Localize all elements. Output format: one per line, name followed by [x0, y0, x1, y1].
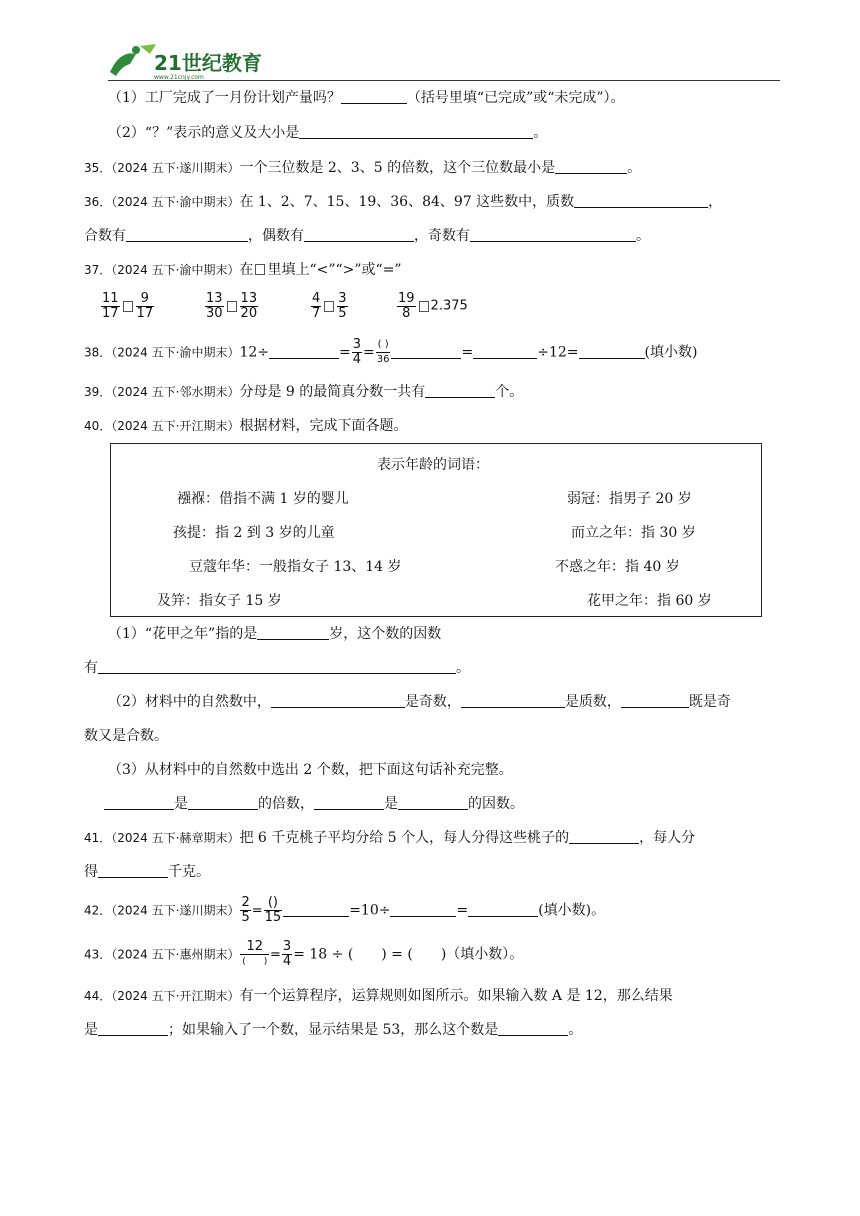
question-41-line2: 得 千克。: [84, 864, 210, 880]
answer-blank[interactable]: [574, 193, 708, 208]
answer-blank[interactable]: [104, 795, 174, 810]
compare-item: $\frac{11}{17}$ $\frac{9}{17}$: [102, 291, 154, 321]
material-term: 而立之年：指 30 岁: [571, 525, 696, 541]
question-40: 40．（2024 五下·开江期末）根据材料，完成下面各题。: [84, 418, 408, 434]
answer-blank[interactable]: [304, 227, 414, 242]
material-term: 襁褓：借指不满 1 岁的婴儿: [177, 491, 349, 507]
material-term: 及笄：指女子 15 岁: [157, 593, 282, 609]
material-term: 豆蔻年华：一般指女子 13、14 岁: [189, 559, 402, 575]
answer-blank[interactable]: [257, 625, 329, 640]
answer-blank[interactable]: [188, 795, 258, 810]
q34-part1: （1）工厂完成了一月份计划产量吗？ （括号里填“已完成”或“未完成”）。: [108, 90, 625, 106]
answer-blank[interactable]: [425, 383, 495, 398]
question-44-line2: 是 ；如果输入了一个数，显示结果是 53，那么这个数是 。: [84, 1022, 583, 1038]
material-box: [110, 443, 762, 617]
question-43: 43．（2024 五下·惠州期末） $\frac{12}{( )}$ = $\frac{3}{4}$ = 18 ÷ ( ) = ( )（填小数）。: [84, 939, 524, 969]
material-term: 孩提：指 2 到 3 岁的儿童: [173, 525, 335, 541]
compare-box-icon[interactable]: [419, 301, 429, 312]
logo-text: 21世纪教育: [154, 51, 262, 75]
question-36-line2: 合数有 ，偶数有 ，奇数有 。: [84, 228, 650, 244]
answer-blank[interactable]: [126, 227, 248, 242]
q40-part1-line2: 有 。: [84, 660, 470, 676]
answer-blank[interactable]: [579, 344, 645, 359]
compare-item: $\frac{19}{8}$ 2.375: [398, 291, 468, 321]
answer-blank[interactable]: [98, 863, 168, 878]
q40-part3: （3）从材料中的自然数中选出 2 个数，把下面这句话补充完整。: [108, 762, 513, 778]
answer-blank[interactable]: [555, 159, 627, 174]
answer-blank[interactable]: [314, 795, 384, 810]
question-38: 38．（2024 五下·渝中期末）12÷ = $\frac{3}{4}$ = $\frac{( )}{36}$ = ÷12= (填小数): [84, 337, 698, 367]
compare-box-icon: [255, 264, 265, 275]
question-44: 44．（2024 五下·开江期末）有一个运算程序，运算规则如图所示。如果输入数 A 是 12，那么结果: [84, 988, 673, 1004]
question-35: 35．（2024 五下·遂川期末）一个三位数是 2、3、5 的倍数，这个三位数最小是 。: [84, 160, 642, 176]
compare-box-icon[interactable]: [227, 301, 237, 312]
answer-blank[interactable]: [498, 1021, 568, 1036]
answer-blank[interactable]: [391, 344, 461, 359]
question-36: 36．（2024 五下·渝中期末）在 1、2、7、15、19、36、84、97 这些数中，质数 ，: [84, 194, 723, 210]
compare-item: $\frac{4}{7}$ $\frac{3}{5}$: [312, 291, 347, 321]
answer-blank[interactable]: [470, 227, 636, 242]
answer-blank[interactable]: [398, 795, 468, 810]
answer-blank[interactable]: [390, 902, 456, 917]
compare-box-icon[interactable]: [123, 301, 133, 312]
material-title: 表示年龄的词语：: [377, 457, 489, 473]
compare-box-icon[interactable]: [324, 301, 334, 312]
site-logo: [106, 42, 276, 82]
material-term: 不惑之年：指 40 岁: [555, 559, 680, 575]
q40-part3-fill: 是 的倍数， 是 的因数。: [104, 794, 524, 814]
answer-blank[interactable]: [271, 693, 405, 708]
question-42: 42．（2024 五下·遂川期末） $\frac{2}{5}$ = $\frac{()}{15}$ =10÷ = (填小数)。: [84, 895, 606, 925]
answer-blank[interactable]: [299, 124, 533, 139]
q40-part2-line2: 数又是合数。: [84, 728, 168, 744]
answer-blank[interactable]: [98, 659, 456, 674]
question-41: 41．（2024 五下·赫章期末）把 6 千克桃子平均分给 5 个人，每人分得这些桃子的 ，每人分: [84, 830, 696, 846]
question-37: 37．（2024 五下·渝中期末）在 里填上“<”“>”或“=”: [84, 262, 402, 278]
answer-blank[interactable]: [341, 89, 407, 104]
answer-blank[interactable]: [473, 344, 537, 359]
q40-part2: （2）材料中的自然数中， 是奇数， 是质数， 既是奇: [108, 694, 731, 710]
answer-blank[interactable]: [621, 693, 689, 708]
answer-blank[interactable]: [283, 902, 349, 917]
logo-url: www.21cnjy.com: [154, 74, 204, 81]
header-divider: [108, 80, 780, 81]
answer-blank[interactable]: [461, 693, 565, 708]
answer-blank[interactable]: [98, 1021, 168, 1036]
answer-blank[interactable]: [269, 344, 339, 359]
material-term: 花甲之年：指 60 岁: [587, 593, 712, 609]
answer-blank[interactable]: [569, 829, 639, 844]
material-term: 弱冠：指男子 20 岁: [567, 491, 692, 507]
question-39: 39．（2024 五下·邻水期末）分母是 9 的最简真分数一共有 个。: [84, 384, 524, 400]
answer-blank[interactable]: [468, 902, 538, 917]
q40-part1: （1）“花甲之年”指的是 岁，这个数的因数: [108, 626, 442, 642]
compare-item: $\frac{13}{30}$ $\frac{13}{20}$: [206, 291, 258, 321]
q34-part2: （2）“？”表示的意义及大小是 。: [108, 125, 548, 141]
